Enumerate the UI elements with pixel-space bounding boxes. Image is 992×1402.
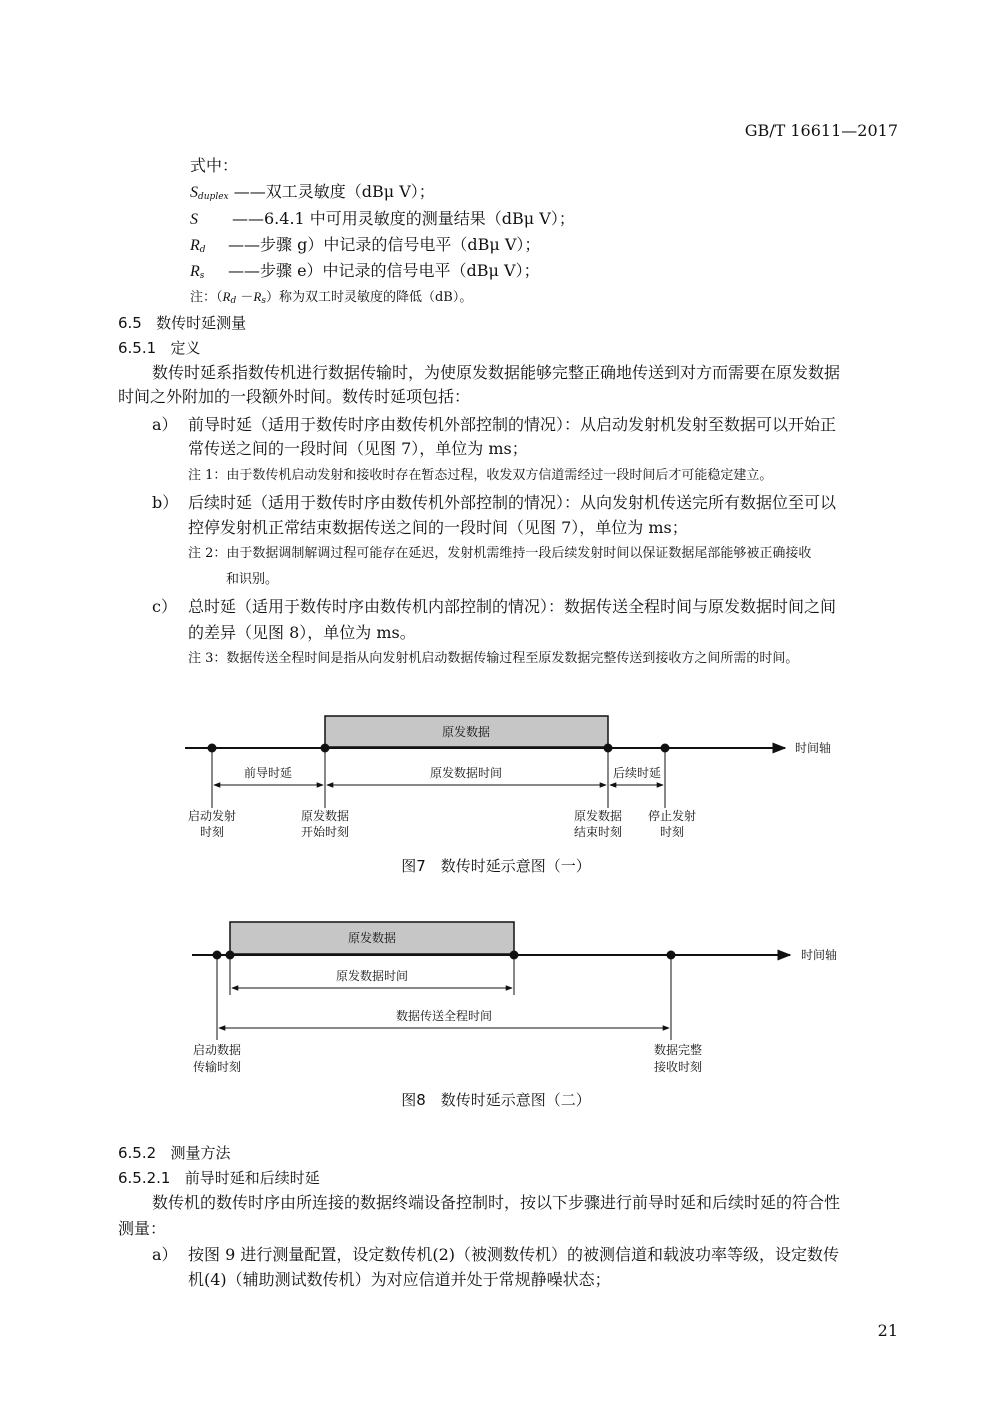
legend-desc: ——双工灵敏度（dBμ V）；: [233, 182, 435, 201]
tick-label: 传输时刻: [192, 1060, 242, 1074]
figure-8-diagram: [0, 910, 992, 1080]
note-text: －: [236, 290, 254, 305]
span-label: 原发数据时间: [429, 766, 503, 780]
note-text: 注：（: [190, 290, 223, 305]
span-label: 数据传送全程时间: [395, 1009, 493, 1023]
tick-label: 结束时刻: [573, 825, 623, 839]
legend-symbol: S: [190, 184, 198, 201]
section-heading: [118, 314, 246, 332]
tick-label: 时刻: [659, 825, 685, 839]
page-number: 21: [877, 1321, 898, 1340]
tick-label: 开始时刻: [300, 825, 350, 839]
span-label: 原发数据时间: [335, 969, 409, 983]
item-note: 注 2：由于数据调制解调过程可能存在延迟，发射机需维持一段后续发射时间以保证数据尾部能够被正确接收: [188, 546, 812, 561]
paragraph-line: 数传机的数传时序由所连接的数据终端设备控制时，按以下步骤进行前导时延和后续时延的符合性: [152, 1193, 841, 1212]
legend-subscript: duplex: [198, 192, 229, 202]
note-symbol: R: [253, 289, 262, 304]
section-heading: [118, 339, 201, 357]
item-note: 和识别。: [226, 572, 279, 587]
tick-label: 数据完整: [653, 1043, 703, 1057]
section-number: 6.5.1: [118, 339, 157, 357]
paragraph-line: 时间之外附加的一段额外时间。数传时延项包括：: [118, 387, 471, 406]
formula-intro: 式中：: [190, 156, 239, 175]
tick-label: 启动发射: [187, 809, 237, 823]
legend-symbol: R: [190, 237, 200, 254]
list-item-line: 控停发射机正常结束数据传送之间的一段时间（见图 7），单位为 ms；: [188, 518, 688, 537]
paragraph-line: 测量：: [118, 1219, 167, 1238]
list-item-line: 常传送之间的一段时间（见图 7），单位为 ms；: [188, 439, 528, 458]
legend-row: [190, 262, 204, 285]
figure-7-diagram: [0, 700, 992, 880]
section-title: 定义: [170, 339, 201, 357]
legend-row: [190, 210, 198, 229]
legend-note: [190, 289, 472, 309]
note-subscript: s: [261, 296, 266, 306]
list-label: c）: [152, 597, 177, 616]
axis-label: 时间轴: [801, 948, 838, 962]
section-number: 6.5.2.1: [118, 1169, 171, 1187]
section-title: 数传时延测量: [156, 314, 247, 332]
legend-row: [190, 183, 435, 206]
legend-symbol: R: [190, 263, 200, 280]
span-label: 后续时延: [612, 766, 662, 780]
tick-label: 原发数据: [573, 809, 623, 823]
list-item-line: 的差异（见图 8），单位为 ms。: [188, 623, 416, 642]
tick-label: 接收时刻: [653, 1060, 703, 1074]
list-label: a）: [152, 415, 178, 434]
legend-desc: ——6.4.1 中可用灵敏度的测量结果（dBμ V）；: [232, 209, 575, 228]
legend-subscript: d: [199, 245, 206, 255]
note-symbol: R: [222, 289, 231, 304]
axis-label: 时间轴: [795, 741, 832, 755]
legend-subscript: s: [199, 271, 205, 281]
data-block-label: 原发数据: [347, 931, 397, 945]
span-label: 前导时延: [243, 766, 293, 780]
paragraph-line: 数传时延系指数传机进行数据传输时，为使原发数据能够完整正确地传送到对方而需要在原发数据: [152, 363, 841, 382]
list-item-line: 前导时延（适用于数传时序由数传机外部控制的情况）：从启动发射机发射至数据可以开始正: [188, 415, 837, 434]
list-item-line: 总时延（适用于数传时序由数传机内部控制的情况）：数据传送全程时间与原发数据时间之间: [188, 597, 837, 616]
legend-symbol: S: [190, 211, 198, 228]
note-subscript: d: [230, 296, 237, 306]
tick-label: 启动数据: [192, 1043, 242, 1057]
section-number: 6.5: [118, 314, 142, 332]
legend-desc: ——步骤 g）中记录的信号电平（dBμ V）；: [228, 235, 541, 254]
list-item-line: 机(4)（辅助测试数传机）为对应信道并处于常规静噪状态；: [188, 1270, 611, 1289]
tick-label: 停止发射: [647, 809, 697, 823]
list-label: a）: [152, 1245, 178, 1264]
section-title: 前导时延和后续时延: [184, 1169, 320, 1187]
item-note: 注 3：数据传送全程时间是指从向发射机启动数据传输过程至原发数据完整传送到接收方之间所需的时间。: [188, 651, 799, 666]
section-number: 6.5.2: [118, 1144, 157, 1162]
data-block-label: 原发数据: [441, 725, 491, 739]
list-item-line: 后续时延（适用于数传时序由数传机外部控制的情况）：从向发射机传送完所有数据位至可以: [188, 493, 837, 512]
item-note: 注 1：由于数传机启动发射和接收时存在暂态过程，收发双方信道需经过一段时间后才可能稳定建立。: [188, 468, 773, 483]
legend-desc: ——步骤 e）中记录的信号电平（dBμ V）；: [228, 261, 540, 280]
standard-code: GB/T 16611—2017: [744, 121, 898, 140]
figure-8-caption: 图8 数传时延示意图（二）: [401, 1091, 591, 1109]
figure-7-caption: 图7 数传时延示意图（一）: [401, 857, 591, 875]
legend-row: [190, 236, 206, 259]
note-text: ）称为双工时灵敏度的降低（dB）。: [265, 290, 473, 305]
section-heading: [118, 1144, 231, 1162]
list-label: b）: [152, 493, 179, 512]
tick-label: 时刻: [199, 825, 225, 839]
section-title: 测量方法: [170, 1144, 231, 1162]
list-item-line: 按图 9 进行测量配置，设定数传机(2)（被测数传机）的被测信道和载波功率等级，设定数传: [188, 1245, 840, 1264]
section-heading: [118, 1169, 320, 1187]
tick-label: 原发数据: [300, 809, 350, 823]
